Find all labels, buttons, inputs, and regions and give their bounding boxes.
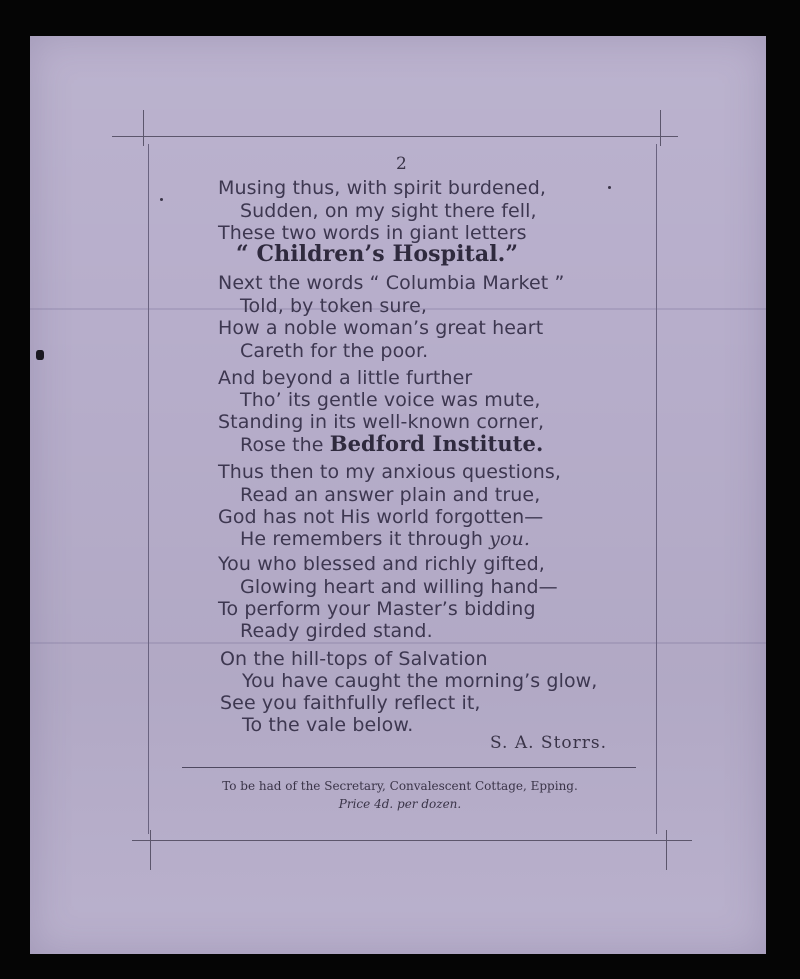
poem-line xyxy=(240,431,543,456)
poem-line: And beyond a little further xyxy=(218,367,473,389)
footer-publisher: To be had of the Secretary, Convalescent Cottage, Epping. xyxy=(222,779,578,793)
poem-line: See you faithfully reflect it, xyxy=(220,692,481,714)
poem-line: Read an answer plain and true, xyxy=(240,484,541,506)
crop-mark-top-left xyxy=(143,110,144,146)
poem-line: Tho’ its gentle voice was mute, xyxy=(240,389,541,411)
poem-line: Careth for the poor. xyxy=(240,340,429,362)
poem-line: Thus then to my anxious questions, xyxy=(218,461,562,483)
frame-left-border xyxy=(148,144,149,834)
poem-line: Next the words “ Columbia Market ” xyxy=(218,272,565,294)
author-signature: S. A. Storrs. xyxy=(490,733,608,753)
poem-line xyxy=(240,528,530,550)
poem-line: You have caught the morning’s glow, xyxy=(242,670,598,692)
poem-line: Musing thus, with spirit burdened, xyxy=(218,177,546,199)
poem-line-prefix: Rose the xyxy=(240,434,330,456)
poem-line: You who blessed and richly gifted, xyxy=(218,553,545,575)
page-number: 2 xyxy=(396,154,407,174)
footer-rule xyxy=(182,767,636,768)
poem-line-italic: you. xyxy=(489,528,531,550)
frame-right-border xyxy=(656,144,657,834)
poem-line: On the hill-tops of Salvation xyxy=(220,648,488,670)
crop-mark-bottom-left xyxy=(150,830,151,870)
paper-speck xyxy=(160,198,163,201)
poem-line: To perform your Master’s bidding xyxy=(218,598,536,620)
footer-price: Price 4d. per dozen. xyxy=(338,797,462,811)
poem-line: These two words in giant letters xyxy=(218,222,527,244)
crop-mark-bottom xyxy=(132,840,692,841)
poem-line: Sudden, on my sight there fell, xyxy=(240,200,537,222)
paper-speck xyxy=(608,186,611,189)
crop-mark-bottom-right xyxy=(666,830,667,870)
poem-line: How a noble woman’s great heart xyxy=(218,317,544,339)
poem-line: Glowing heart and willing hand— xyxy=(240,576,558,598)
poem-line-prefix: He remembers it through xyxy=(240,528,490,550)
bedford-institute: Bedford Institute. xyxy=(329,431,544,456)
poem-line-heading: “ Children’s Hospital.” xyxy=(236,241,519,267)
crop-mark-top xyxy=(112,136,678,137)
poem-line: God has not His world forgotten— xyxy=(218,506,544,528)
poem-line: To the vale below. xyxy=(242,714,414,736)
crop-mark-top-right xyxy=(660,110,661,146)
paper-tear xyxy=(36,350,44,360)
poem-line: Ready girded stand. xyxy=(240,620,433,642)
poem-line: Told, by token sure, xyxy=(240,295,427,317)
poem-line: Standing in its well-known corner, xyxy=(218,411,545,433)
